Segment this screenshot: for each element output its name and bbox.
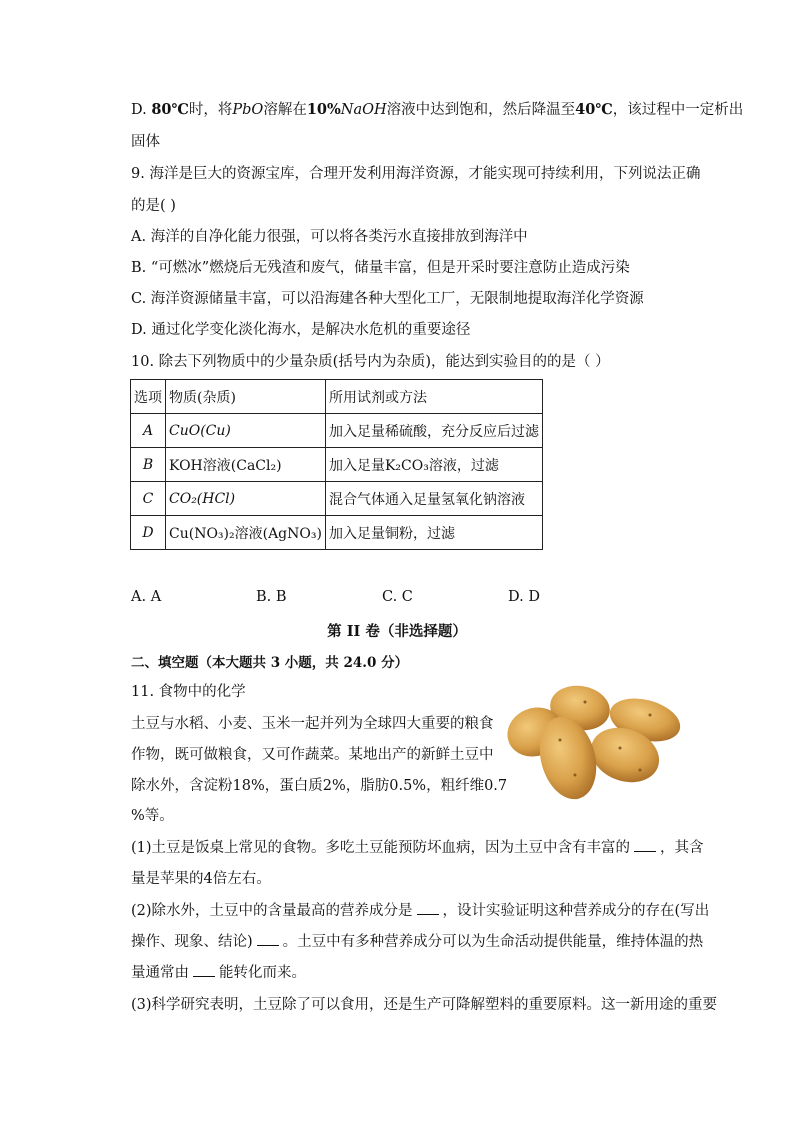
q9-stem-line2: 的是( ) [131, 198, 176, 214]
q11-sub2-line2 [131, 932, 703, 952]
answer-blank[interactable] [193, 964, 215, 977]
q11-sub2-text-d: 。土豆中有多种营养成分可以为生命活动提供能量，维持体温的热 [282, 934, 704, 950]
answer-blank[interactable] [634, 839, 656, 852]
q10-table [130, 379, 543, 550]
q10-choice-d[interactable]: D. D [508, 589, 540, 605]
q11-sub1-line2: 量是苹果的4倍左右。 [131, 871, 271, 887]
answer-blank[interactable] [417, 902, 439, 915]
q8-option-d-line2: 固体 [131, 134, 160, 150]
q8-d-text-c: 溶液中达到饱和，然后降温至 [386, 102, 576, 118]
row-substance: Cu(NO₃)₂溶液(AgNO₃) [166, 516, 326, 550]
table-header-row [131, 380, 543, 414]
row-method: 加入足量稀硫酸，充分反应后过滤 [325, 414, 542, 448]
q8-d-formula-pbo: PbO [232, 102, 264, 118]
q8-d-percent: 10% [306, 101, 341, 118]
row-option: D [131, 516, 166, 550]
q8-d-text-d: ，该过程中一定析出 [612, 102, 744, 118]
q11-para-line1: 土豆与水稻、小麦、玉米一起并列为全球四大重要的粮食 [131, 716, 494, 732]
q11-sub2-text-b: ，设计实验证明这种营养成分的存在(写出 [442, 903, 710, 919]
q11-sub2-text-c: 操作、现象、结论) [131, 934, 253, 950]
q11-sub1-line1 [131, 838, 704, 858]
q11-sub2-text-a: (2)除水外，土豆中的含量最高的营养成分是 [131, 903, 413, 919]
row-substance: CuO(Cu) [166, 414, 326, 448]
q11-sub2-line1 [131, 901, 709, 921]
q9-option-d: D. 通过化学变化淡化海水，是解决水危机的重要途径 [131, 322, 471, 338]
table-row [131, 516, 543, 550]
q8-d-temp1: 80℃ [151, 101, 189, 118]
q11-para-line3: 除水外，含淀粉18%，蛋白质2%，脂肪0.5%，粗纤维0.7 [131, 778, 508, 794]
row-option: A [131, 414, 166, 448]
part2-title: 第 II 卷（非选择题） [327, 623, 467, 640]
header-substance: 物质(杂质) [166, 380, 326, 414]
q11-sub2-text-f: 能转化而来。 [219, 965, 306, 981]
row-option: B [131, 448, 166, 482]
q9-option-a: A. 海洋的自净化能力很强，可以将各类污水直接排放到海洋中 [131, 229, 528, 245]
header-method: 所用试剂或方法 [325, 380, 542, 414]
row-substance: CO₂(HCl) [166, 482, 326, 516]
row-method: 加入足量K₂CO₃溶液，过滤 [325, 448, 542, 482]
potato-image [500, 680, 695, 805]
answer-blank[interactable] [257, 933, 279, 946]
q11-para-line4: %等。 [131, 808, 174, 824]
q11-para-line2: 作物，既可做粮食，又可作蔬菜。某地出产的新鲜土豆中 [131, 747, 494, 763]
q10-choice-c[interactable]: C. C [382, 589, 413, 605]
q11-sub1-text-a: (1)土豆是饭桌上常见的食物。多吃土豆能预防坏血病，因为土豆中含有丰富的 [131, 840, 631, 856]
q9-option-b: B. “可燃冰”燃烧后无残渣和废气，储量丰富，但是开采时要注意防止造成污染 [131, 260, 630, 276]
row-substance: KOH溶液(CaCl₂) [166, 448, 326, 482]
q11-sub2-text-e: 量通常由 [131, 965, 189, 981]
q8-d-formula-naoh: NaOH [340, 102, 387, 118]
q8-option-d-line1 [131, 100, 743, 120]
q10-choice-a[interactable]: A. A [131, 589, 162, 605]
q11-sub3-line1: (3)科学研究表明，土豆除了可以食用，还是生产可降解塑料的重要原料。这一新用途的重要 [131, 997, 718, 1013]
q9-stem-line1: 9. 海洋是巨大的资源宝库，合理开发利用海洋资源，才能实现可持续利用，下列说法正确 [131, 166, 701, 182]
row-method: 加入足量铜粉，过滤 [325, 516, 542, 550]
q11-title: 11. 食物中的化学 [131, 684, 246, 700]
q8-d-temp2: 40℃ [575, 101, 613, 118]
q8-d-label: D. [131, 102, 152, 118]
q8-d-text-a: 时，将 [188, 102, 233, 118]
header-option: 选项 [131, 380, 166, 414]
row-option: C [131, 482, 166, 516]
q10-stem: 10. 除去下列物质中的少量杂质(括号内为杂质)，能达到实验目的的是（ ） [131, 354, 610, 370]
table-row [131, 482, 543, 516]
q10-choice-b[interactable]: B. B [256, 589, 287, 605]
q11-sub1-text-b: ，其含 [660, 840, 704, 856]
row-method: 混合气体通入足量氢氧化钠溶液 [325, 482, 542, 516]
section-heading: 二、填空题（本大题共 3 小题，共 24.0 分） [131, 655, 409, 671]
q9-option-c: C. 海洋资源储量丰富，可以沿海建各种大型化工厂，无限制地提取海洋化学资源 [131, 291, 644, 307]
potato-group [500, 681, 684, 805]
table-row [131, 414, 543, 448]
table-row [131, 448, 543, 482]
q11-sub2-line3 [131, 963, 306, 983]
q8-d-text-b: 溶解在 [263, 102, 307, 118]
